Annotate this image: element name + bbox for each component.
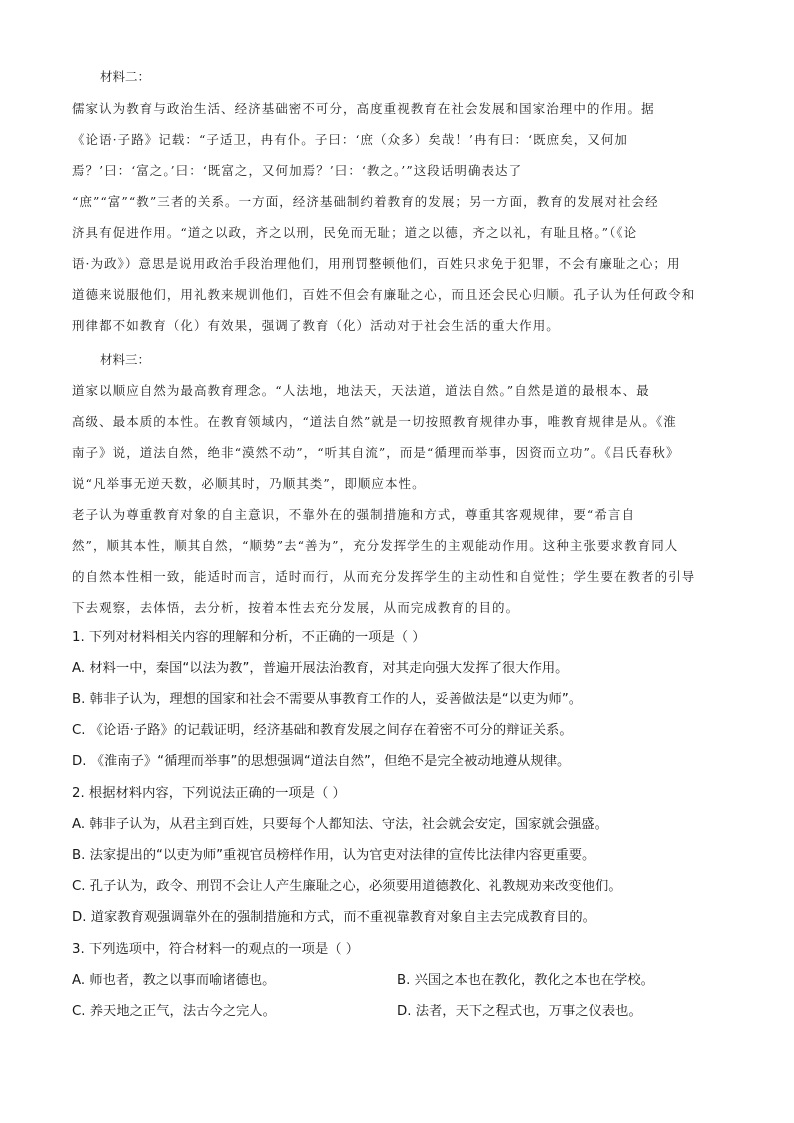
question-2-stem: 2. 根据材料内容，下列说法正确的一项是（ ） <box>72 786 346 801</box>
text-line: 说“凡举事无逆天数，必顺其时，乃顺其类”，即顺应本性。 <box>72 476 426 491</box>
text-line: 道家以顺应自然为最高教育理念。“人法地，地法天，天法道，道法自然。”自然是道的最根本、最 <box>72 383 650 398</box>
question-2-option-a: A. 韩非子认为，从君主到百姓，只要每个人都知法、守法，社会就会安定，国家就会强盛。 <box>72 817 608 832</box>
question-1-option-b: B. 韩非子认为，理想的国家和社会不需要从事教育工作的人，妥善做法是“以吏为师”。 <box>72 692 583 707</box>
question-3-option-b: B. 兴国之本也在教化，教化之本也在学校。 <box>397 973 654 988</box>
text-line: 老子认为尊重教育对象的自主意识，不靠外在的强制措施和方式，尊重其客观规律，要“希言自 <box>72 507 635 522</box>
text-line: 《论语·子路》记载：“子适卫，冉有仆。子曰：‘庶（众多）矣哉！’冉有曰：‘既庶矣，又何加 <box>72 132 628 147</box>
question-1-option-c: C. 《论语·子路》的记载证明，经济基础和教育发展之间存在着密不可分的辩证关系。 <box>72 723 573 738</box>
text-line: 焉？’曰：‘富之。’曰：‘既富之，又何加焉？’曰：‘教之。’”这段话明确表达了 <box>72 163 523 178</box>
question-1-option-d: D. 《淮南子》“循理而举事”的思想强调“道法自然”，但绝不是完全被动地遵从规律。 <box>72 754 571 769</box>
question-1-option-a: A. 材料一中，秦国“以法为教”，普遍开展法治教育，对其走向强大发挥了很大作用。 <box>72 661 569 676</box>
material-three-paragraph-2 <box>72 499 722 623</box>
text-line: 道德来说服他们，用礼教来规训他们，百姓不但会有廉耻之心，而且还会民心归顺。孔子认为任何政令和 <box>72 287 696 302</box>
question-3-option-a: A. 师也者，教之以事而喻诸德也。 <box>72 973 276 988</box>
text-line: 南子》说，道法自然，绝非“漠然不动”，“听其自流”，而是“循理而举事，因资而立功”。《吕氏春秋》 <box>72 445 680 460</box>
text-line: 高级、最本质的本性。在教育领域内，“道法自然”就是一切按照教育规律办事，唯教育规律是从。《淮 <box>72 414 677 429</box>
text-line: 刑律都不如教育（化）有效果，强调了教育（化）活动对于社会生活的重大作用。 <box>72 318 560 333</box>
question-3-stem: 3. 下列选项中，符合材料一的观点的一项是（ ） <box>72 942 360 957</box>
question-2-option-c: C. 孔子认为，政令、刑罚不会让人产生廉耻之心，必须要用道德教化、礼教规劝来改变他们。 <box>72 879 622 894</box>
text-line: 的自然本性相一致，能适时而言，适时而行，从而充分发挥学生的主动性和自觉性；学生要在教者的引导 <box>72 569 696 584</box>
material-three-paragraph-1 <box>72 375 722 499</box>
question-3-option-c: C. 养天地之正气，法古今之完人。 <box>72 1004 276 1019</box>
material-two-paragraph <box>72 93 722 341</box>
text-line: 下去观察，去体悟，去分析，按着本性去充分发展，从而完成教育的目的。 <box>72 600 520 615</box>
material-three-heading: 材料三： <box>100 352 151 367</box>
text-line: 语·为政》）意思是说用政治手段治理他们，用刑罚整顿他们，百姓只求免于犯罪，不会有廉耻之心；用 <box>72 256 681 271</box>
text-line: 儒家认为教育与政治生活、经济基础密不可分，高度重视教育在社会发展和国家治理中的作用。据 <box>72 101 655 116</box>
question-2-option-d: D. 道家教育观强调靠外在的强制措施和方式，而不重视靠教育对象自主去完成教育目的。 <box>72 910 596 925</box>
text-line: “庶”“富”“教”三者的关系。一方面，经济基础制约着教育的发展；另一方面，教育的发展对社会经 <box>72 194 659 209</box>
question-1-stem: 1. 下列对材料相关内容的理解和分析，不正确的一项是（ ） <box>72 630 426 645</box>
question-3-option-d: D. 法者，天下之程式也，万事之仪表也。 <box>397 1004 642 1019</box>
question-2-option-b: B. 法家提出的“以吏为师”重视官员榜样作用，认为官吏对法律的宣传比法律内容更重要。 <box>72 848 596 863</box>
text-line: 济具有促进作用。“道之以政，齐之以刑，民免而无耻；道之以德，齐之以礼，有耻且格。”（《论 <box>72 225 638 240</box>
material-two-heading: 材料二： <box>100 69 151 84</box>
text-line: 然”，顺其本性，顺其自然，“顺势”去“善为”，充分发挥学生的主观能动作用。这种主张要求教育同人 <box>72 538 679 553</box>
